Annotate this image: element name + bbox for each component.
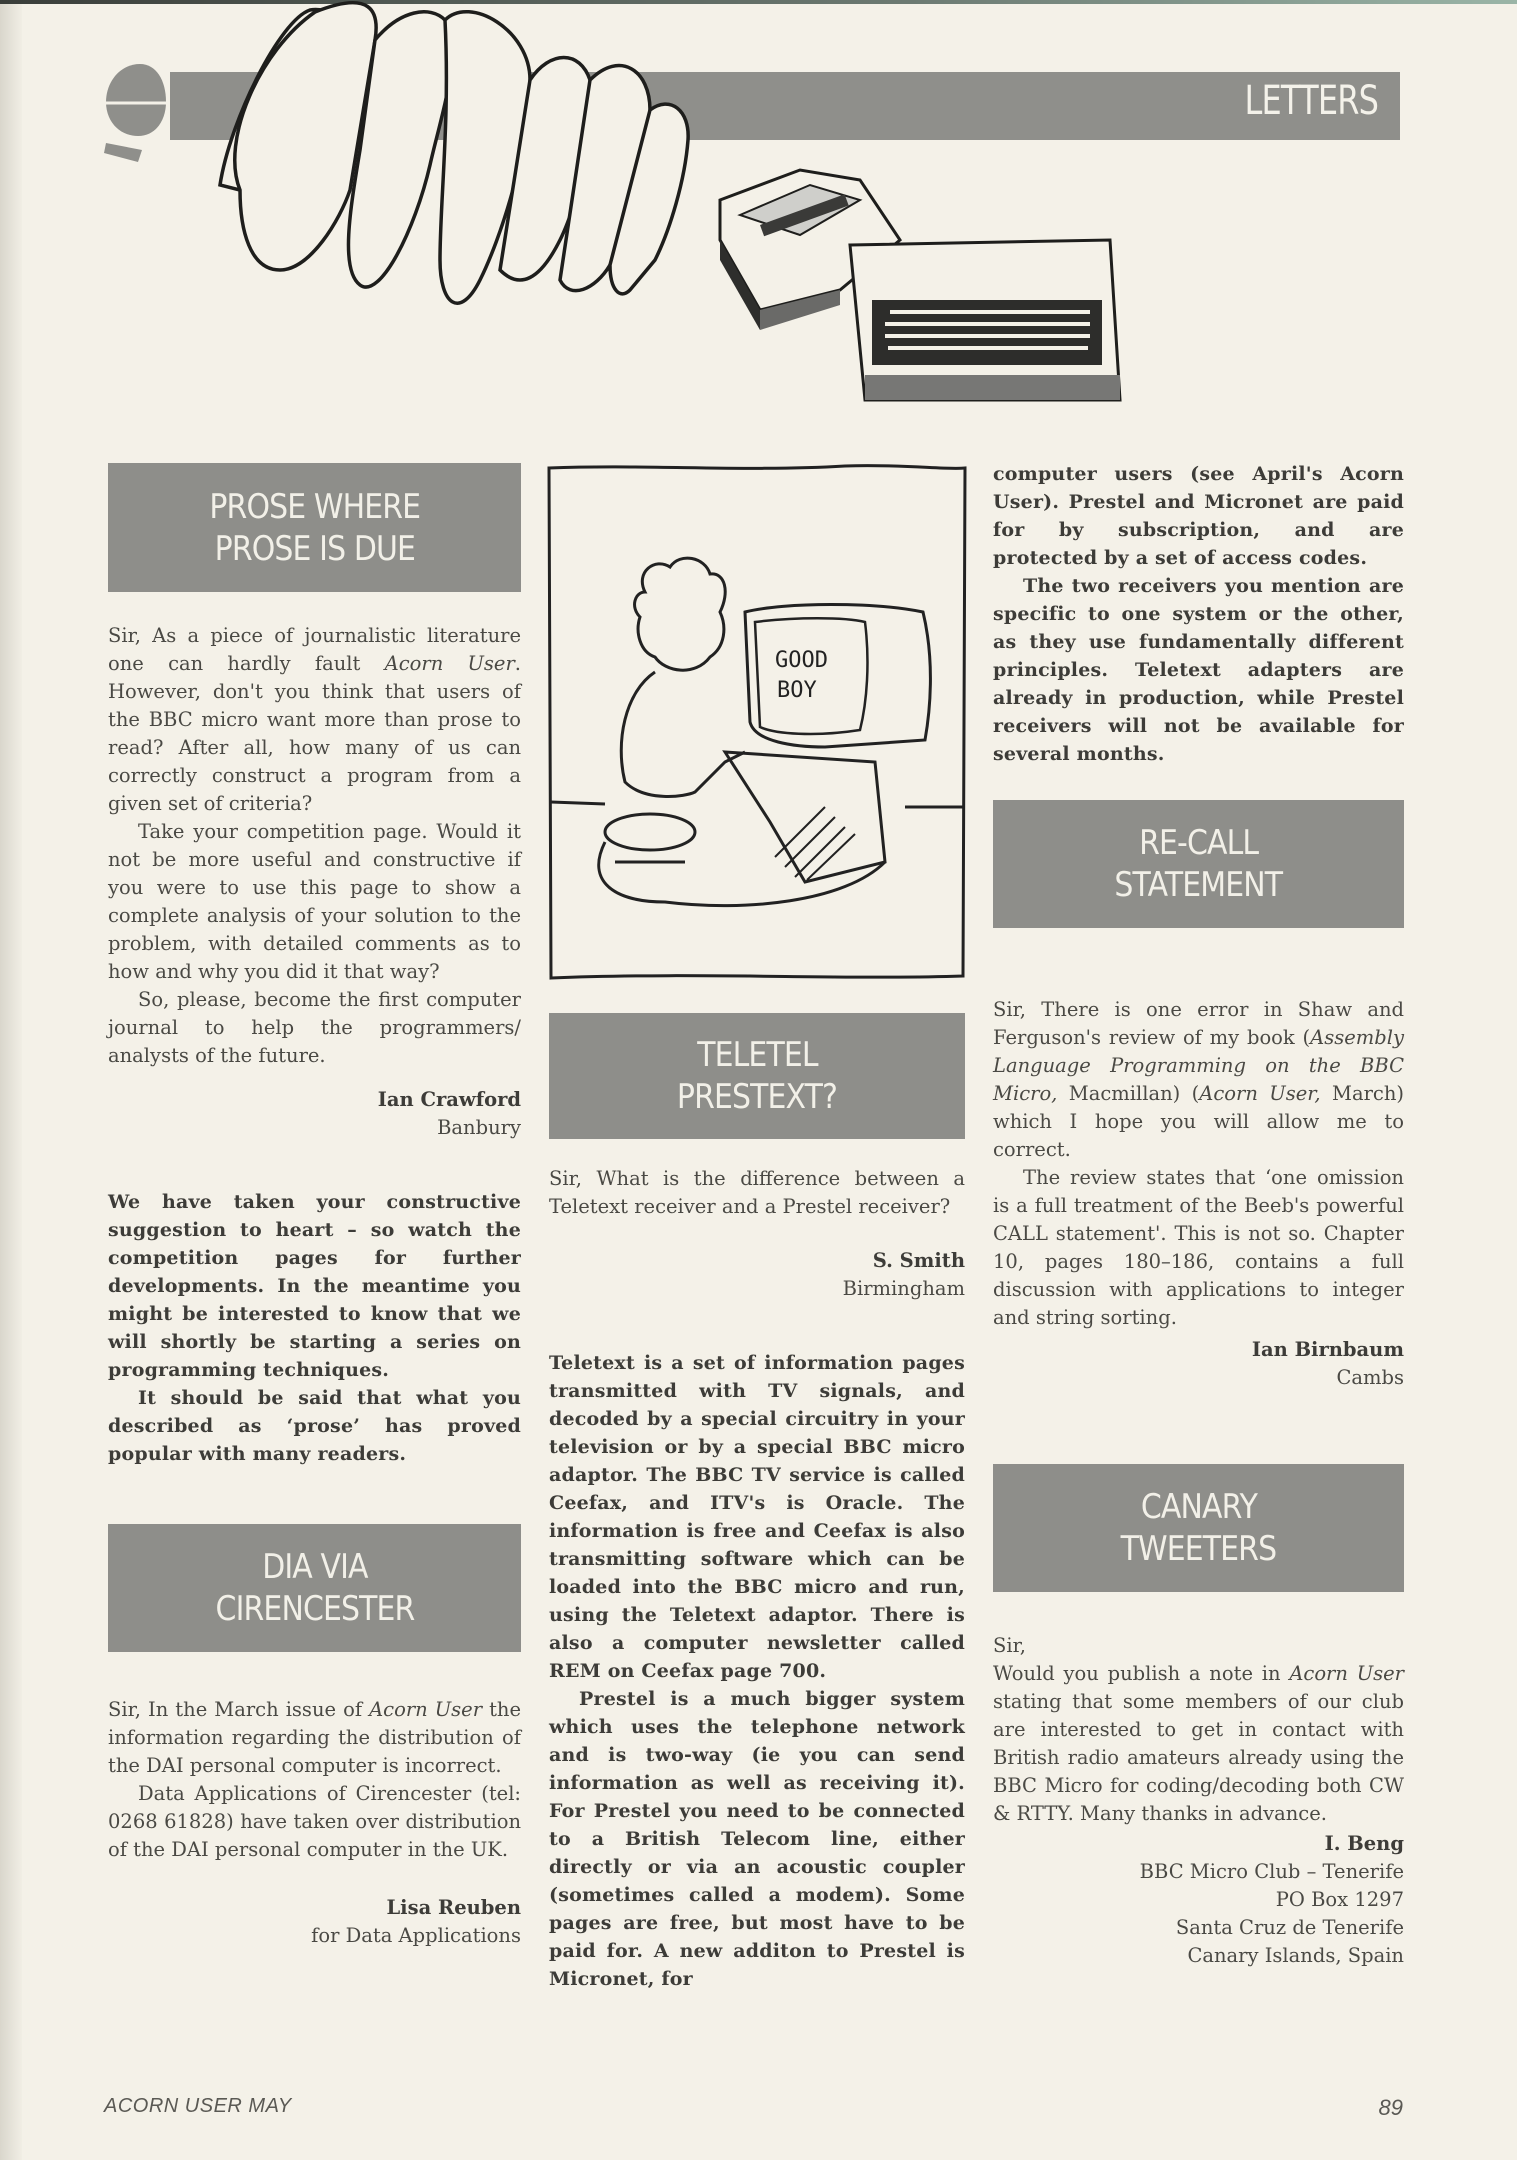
letter-paragraph: Sir, What is the difference between a Teletext receiver and a Prestel receiver? [549,1167,965,1218]
letter-signature [993,1830,1404,1970]
editor-reply: Teletext is a set of information pages transmitted with TV signals, and decoded by a special circuitry in your television or by a special BBC micro adaptor. The BBC TV service is called Ceefax, and ITV's is Oracle. The information is free and Ceefax is also transmitting software which can be loaded into the BBC micro and run, using the Teletext adaptor. There is also a computer newsletter called REM on Ceefax page 700. [549,1352,965,1682]
letter-heading-teletel [549,1013,965,1139]
column-middle [549,1013,965,1993]
signature-name: Lisa Reuben [386,1896,521,1919]
printer-paper-illustration [200,0,1280,410]
editor-reply: The two receivers you mention are specific to one system or the other, as they use fundamentally different principles. Teletext adapters are already in production, while Prestel receivers will not be available for several months. [993,575,1404,765]
heading-line: TWEETERS [1120,1529,1277,1569]
cartoon-illustration [545,462,970,982]
letter-heading-canary [993,1464,1404,1592]
signature-location: Cambs [1336,1366,1404,1389]
letter-heading-dia [108,1524,521,1652]
signature-location: BBC Micro Club – Tenerife [1139,1860,1404,1883]
column-left [108,463,521,1950]
letter-paragraph: The review states that ‘one omission is a full treatment of the Beeb's powerful CALL statement'. This is not so. Chapter 10, pages 180–186, contains a full discussion with applications to integer and string sorting. [993,1166,1404,1329]
signature-location: for Data Applications [311,1924,521,1947]
letter-paragraph: Sir, In the March issue of Acorn User the information regarding the distribution of the DAI personal computer is incorrect. [108,1698,522,1777]
letter-paragraph: Take your competition page. Would it not be more useful and constructive if you were to use this page to show a complete analysis of your solution to the problem, with detailed comments as to how and why you did it that way? [108,820,521,983]
signature-location: Banbury [437,1116,521,1139]
heading-line: PROSE WHERE [209,486,420,527]
letter-paragraph: So, please, become the first computer journal to help the programmers/ analysts of the future. [108,988,521,1067]
letter-paragraph: Sir, [993,1634,1026,1657]
svg-text:GOOD: GOOD [775,648,828,673]
heading-line: RE-CALL [1138,823,1259,863]
acorn-logo-icon [102,58,182,168]
editor-reply: Prestel is a much bigger system which uses the telephone network and is two-way (ie you can send information as well as receiving it). For Prestel you need to be connected to a British Telecom line, either directly or via an acoustic coupler (sometimes called a modem). Some pages are free, but most have to be paid for. A new additon to Prestel is Micronet, for [549,1688,965,1990]
page-spine-shadow [0,0,22,2160]
signature-address: PO Box 1297 [1275,1888,1404,1911]
signature-name: S. Smith [872,1249,965,1272]
column-right [993,460,1404,1970]
editor-reply: It should be said that what you described as ‘prose’ has proved popular with many readers. [108,1387,521,1465]
letter-signature [993,1336,1404,1392]
heading-line: PRESTEXT? [676,1077,838,1117]
signature-name: Ian Crawford [377,1088,521,1111]
heading-line: STATEMENT [1114,865,1283,905]
heading-line: CANARY [1140,1487,1257,1527]
heading-line: DIA VIA [261,1547,368,1587]
letter-paragraph: Sir, There is one error in Shaw and Ferguson's review of my book (Assembly Language Programming on the BBC Micro, Macmillan) (Acorn User, March) which I hope you will allow me to correct. [993,998,1405,1161]
signature-location: Birmingham [842,1277,965,1300]
heading-line: PROSE IS DUE [214,528,415,569]
heading-line: CIRENCESTER [215,1589,414,1629]
letter-heading-recall [993,800,1404,928]
signature-address: Canary Islands, Spain [1187,1944,1404,1967]
letter-signature [108,1086,521,1142]
letter-signature [108,1894,521,1950]
signature-name: I. Beng [1324,1832,1404,1855]
section-title: LETTERS [1244,78,1378,124]
svg-text:BOY: BOY [777,678,817,703]
letter-signature [549,1247,965,1303]
footer-publication: ACORN USER MAY [104,2095,292,2117]
letter-paragraph: Sir, As a piece of journalistic literature one can hardly fault Acorn User. However, don't you think that users of the BBC micro want more than prose to read? After all, how many of us can correctly construct a program from a given set of criteria? [108,624,521,815]
letter-paragraph: Data Applications of Cirencester (tel: 0268 61828) have taken over distribution of the DAI personal computer in the UK. [108,1782,521,1861]
page-number: 89 [1378,2095,1403,2120]
heading-line: TELETEL [696,1035,818,1075]
signature-name: Ian Birnbaum [1251,1338,1404,1361]
signature-address: Santa Cruz de Tenerife [1175,1916,1404,1939]
editor-reply-continued: computer users (see April's Acorn User). Prestel and Micronet are paid for by subscription, and are protected by a set of access codes. [993,463,1404,569]
editor-reply: We have taken your constructive suggestion to heart – so watch the competition pages for further developments. In the meantime you might be interested to know that we will shortly be starting a series on programming techniques. [108,1191,521,1381]
letter-paragraph: Would you publish a note in Acorn User stating that some members of our club are interested to get in contact with British radio amateurs already using the BBC Micro for coding/decoding both CW & RTTY. Many thanks in advance. [993,1662,1405,1825]
letter-heading-prose [108,463,521,592]
